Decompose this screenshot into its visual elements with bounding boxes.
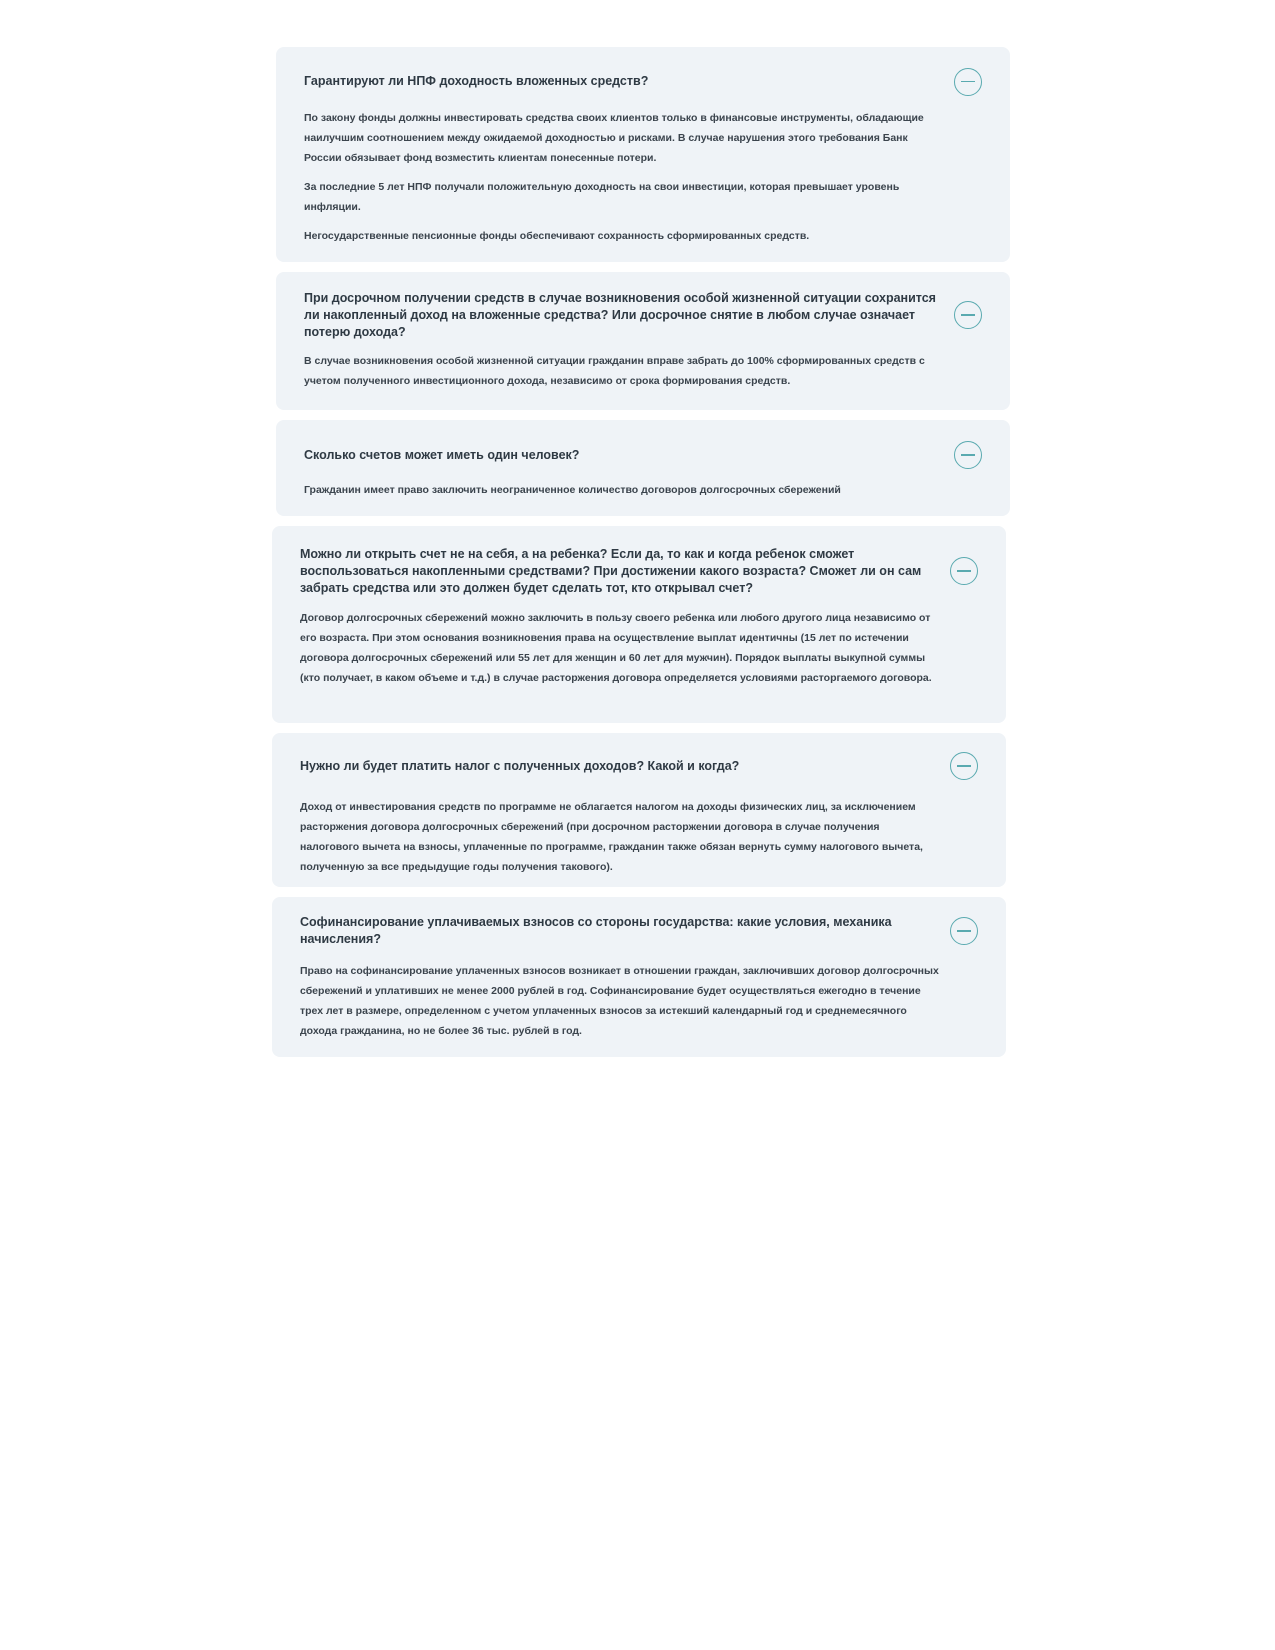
faq-answer: [304, 351, 944, 391]
faq-item: [276, 272, 1010, 410]
faq-answer-paragraph: Право на софинансирование уплаченных взносов возникает в отношении граждан, заключивших договор долгосрочных сбережений и уплативших не менее 2000 рублей в год. Софинансирование будет осуществляться ежегодно в течение трех лет в размере, определенном с учетом уплаченных взносов за истекший календарный год и среднемесячного дохода гражданина, но не более 36 тыс. рублей в год.: [300, 965, 939, 1037]
faq-item: [276, 420, 1010, 516]
faq-item: [272, 733, 1006, 887]
faq-answer: [304, 108, 944, 246]
faq-answer: [300, 608, 940, 688]
faq-question: Сколько счетов может иметь один человек?: [304, 447, 580, 462]
faq-item-header[interactable]: [300, 733, 978, 799]
collapse-toggle-icon[interactable]: [954, 301, 982, 329]
faq-question: Софинансирование уплачиваемых взносов со стороны государства: какие условия, механика начисления?: [300, 915, 892, 946]
faq-item: [276, 47, 1010, 262]
faq-item-header[interactable]: [304, 47, 982, 116]
faq-answer-paragraph: Гражданин имеет право заключить неограниченное количество договоров долгосрочных сбережений: [304, 484, 841, 496]
collapse-toggle-icon[interactable]: [954, 441, 982, 469]
faq-item: [272, 897, 1006, 1057]
faq-question: При досрочном получении средств в случае возникновения особой жизненной ситуации сохранится ли накопленный доход на вложенные средства? Или досрочное снятие в любом случае означает потерю дохода?: [304, 290, 936, 339]
faq-answer-paragraph: Негосударственные пенсионные фонды обеспечивают сохранность сформированных средств.: [304, 230, 810, 242]
faq-answer-paragraph: За последние 5 лет НПФ получали положительную доходность на свои инвестиции, которая превышает уровень инфляции.: [304, 181, 900, 213]
collapse-toggle-icon[interactable]: [950, 557, 978, 585]
collapse-toggle-icon[interactable]: [954, 68, 982, 96]
faq-question: Гарантируют ли НПФ доходность вложенных средств?: [304, 74, 649, 88]
faq-item-header[interactable]: [300, 526, 978, 606]
faq-item-header[interactable]: [304, 272, 982, 352]
faq-item-header[interactable]: [304, 420, 982, 488]
faq-answer: [304, 480, 944, 500]
faq-answer: [300, 961, 940, 1041]
faq-answer-paragraph: Доход от инвестирования средств по программе не облагается налогом на доходы физических лиц, за исключением расторжения договора долгосрочных сбережений (при досрочном расторжении договора в случае получения налогового вычета на взносы, уплаченные по программе, гражданин также обязан вернуть сумму налогового вычета, полученную за все предыдущие годы получения такового).: [300, 801, 923, 873]
faq-item-header[interactable]: [300, 897, 978, 961]
faq-answer-paragraph: Договор долгосрочных сбережений можно заключить в пользу своего ребенка или любого другого лица независимо от его возраста. При этом основания возникновения права на осуществление выплат идентичны (15 лет по истечении договора долгосрочных сбережений или 55 лет для женщин и 60 лет для мужчин). Порядок выплаты выкупной суммы (кто получает, в каком объеме и т.д.) в случае расторжения договора определяется условиями расторгаемого договора.: [300, 612, 932, 684]
faq-item: [272, 526, 1006, 723]
collapse-toggle-icon[interactable]: [950, 752, 978, 780]
faq-answer-paragraph: По закону фонды должны инвестировать средства своих клиентов только в финансовые инструменты, обладающие наилучшим соотношением между ожидаемой доходностью и рисками. В случае нарушения этого требования Банк России обязывает фонд возместить клиентам понесенные потери.: [304, 112, 924, 164]
faq-answer: [300, 797, 940, 877]
faq-question: Можно ли открыть счет не на себя, а на ребенка? Если да, то как и когда ребенок сможет воспользоваться накопленными средствами? При достижении какого возраста? Сможет ли он сам забрать средства или это должен будет сделать тот, кто открывал счет?: [300, 546, 922, 595]
faq-question: Нужно ли будет платить налог с полученных доходов? Какой и когда?: [300, 758, 740, 773]
faq-answer-paragraph: В случае возникновения особой жизненной ситуации гражданин вправе забрать до 100% сформированных средств с учетом полученного инвестиционного дохода, независимо от срока формирования средств.: [304, 355, 925, 387]
collapse-toggle-icon[interactable]: [950, 917, 978, 945]
